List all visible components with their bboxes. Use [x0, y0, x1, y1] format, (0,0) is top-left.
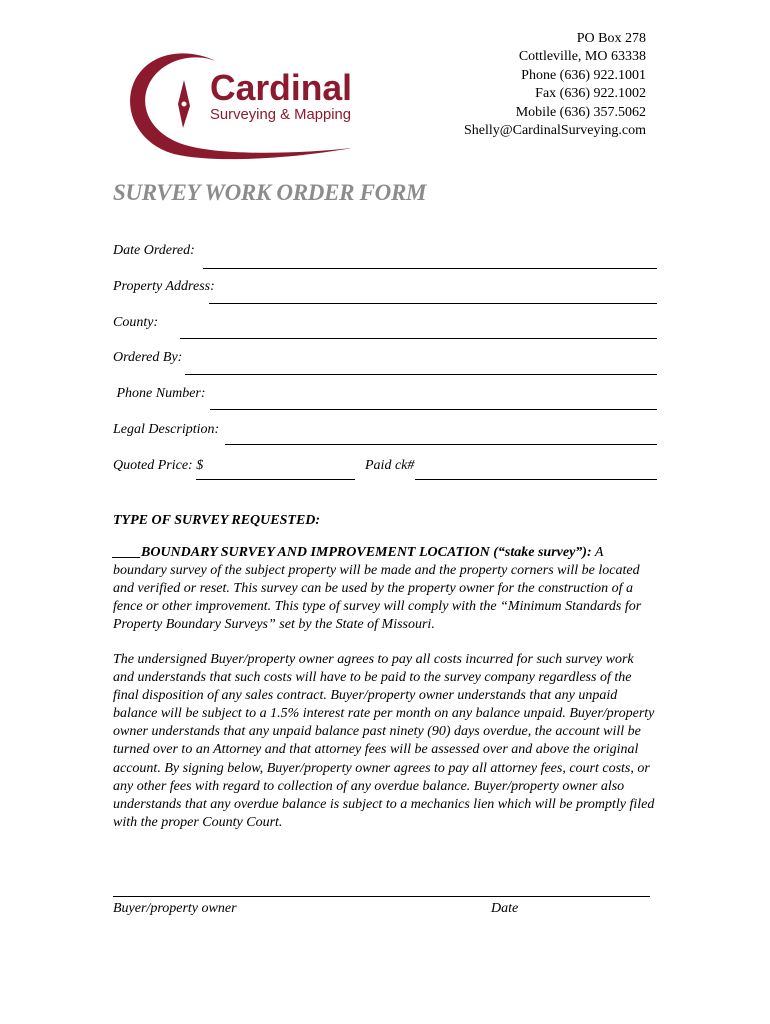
ordered-by-field[interactable] [185, 374, 657, 375]
paid-ck-label: Paid ck# [365, 458, 415, 473]
phone: Phone (636) 922.1001 [521, 67, 646, 83]
boundary-survey-title: BOUNDARY SURVEY AND IMPROVEMENT LOCATION (“stake survey”): [141, 545, 592, 560]
paid-ck-field[interactable] [415, 479, 657, 480]
mobile: Mobile (636) 357.5062 [515, 104, 646, 120]
quoted-price-field[interactable] [196, 479, 355, 480]
date-ordered-field[interactable] [203, 268, 657, 269]
form-title: SURVEY WORK ORDER FORM [113, 180, 427, 205]
legal-description-field[interactable] [225, 444, 657, 445]
email-link[interactable]: Shelly@CardinalSurveying.com [463, 123, 646, 139]
county-field[interactable] [180, 338, 657, 339]
date-signature-label: Date [491, 901, 519, 916]
logo-wordmark: Cardinal [210, 67, 352, 108]
logo-tagline: Surveying & Mapping [210, 106, 351, 123]
agreement-paragraph: The undersigned Buyer/property owner agrees to pay all costs incurred for such survey work and understands that such costs will have to be paid to the survey company regardless of the final disposition of any sales contract. Buyer/property owner understands that any unpaid balance will be subject to a 1.5% interest rate per month on any balance unpaid. Buyer/property owner understands that any unpaid balance past ninety (90) days overdue, the account will be turned over to an Attorney and that attorney fees will be assessed over and above the original account. By signing below, Buyer/property owner agrees to pay all attorney fees, court costs, or any other fees with regard to collection of any overdue balance. Buyer/property owner also understands that any overdue balance is subject to a mechanics lien which will be promptly filed with the proper County Court. [113, 652, 655, 830]
ordered-by-label: Ordered By: [113, 350, 183, 365]
quoted-price-label: Quoted Price: $ [113, 458, 204, 473]
county-label: County: [113, 315, 159, 330]
boundary-survey-description: A boundary survey of the subject property will be made and the property corners will be located and verified or reset. This survey can be used by the property owner for the construction of a fence or other improvement. This type of survey will comply with the “Minimum Standards for Property Boundary Surveys” set by the State of Missouri. [113, 545, 642, 633]
survey-checkbox-blank[interactable]: ____ [113, 545, 141, 560]
phone-number-label: Phone Number: [113, 386, 206, 401]
legal-description-label: Legal Description: [113, 422, 220, 437]
signature-line[interactable] [113, 896, 650, 897]
phone-number-field[interactable] [210, 409, 657, 410]
fax: Fax (636) 922.1002 [535, 86, 646, 102]
date-ordered-label: Date Ordered: [113, 243, 195, 258]
po-box: PO Box 278 [576, 31, 646, 46]
contact-block [464, 30, 646, 140]
property-address-field[interactable] [209, 303, 657, 304]
property-address-label: Property Address: [113, 279, 215, 294]
survey-type-heading: TYPE OF SURVEY REQUESTED: [113, 513, 321, 528]
boundary-survey-option [113, 544, 658, 634]
cardinal-logo [126, 44, 366, 164]
owner-signature-label: Buyer/property owner [113, 901, 237, 916]
city-state-zip: Cottleville, MO 63338 [518, 49, 646, 65]
